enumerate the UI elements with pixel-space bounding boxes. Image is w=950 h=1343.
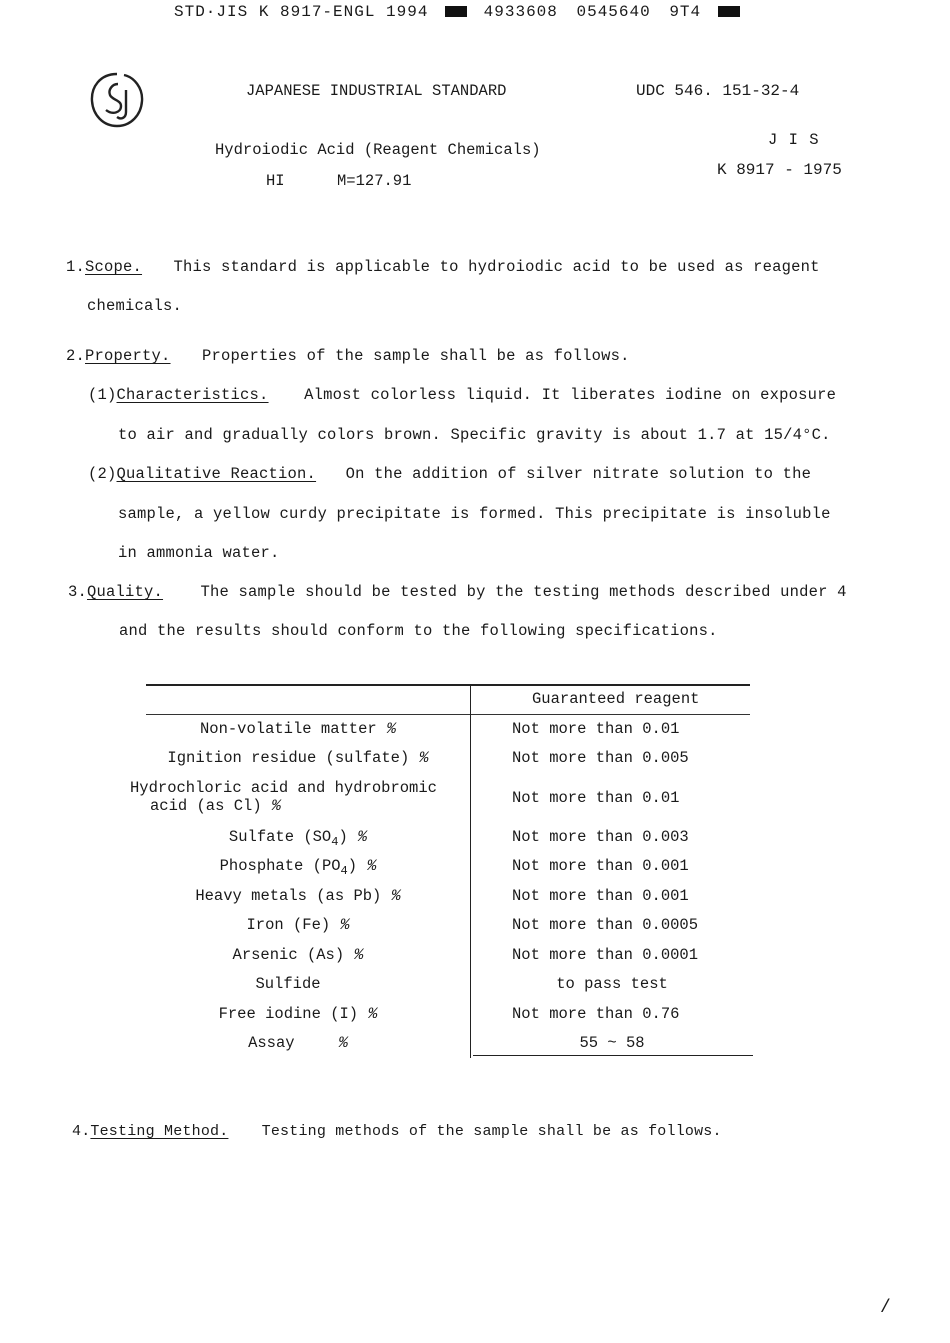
header-code-1: 4933608 [483, 3, 558, 21]
section-heading: Scope. [85, 258, 143, 276]
row-value: Not more than 0.005 [512, 749, 689, 767]
row-value: Not more than 0.0001 [512, 946, 699, 964]
jis-logo-icon [88, 70, 146, 130]
jis-number: K 8917 - 1975 [717, 161, 842, 179]
section-text: Testing methods of the sample shall be as follows. [261, 1123, 722, 1140]
section-quality [68, 583, 847, 601]
row-value: Not more than 0.76 [512, 1005, 680, 1023]
table-top-rule [146, 684, 750, 686]
row-value: Not more than 0.001 [512, 857, 689, 875]
row-item: Arsenic (As) % [232, 946, 364, 964]
table-column-divider [470, 686, 471, 1058]
header-code-2: 0545640 [576, 3, 651, 21]
subsection-text: Almost colorless liquid. It liberates iodine on exposure [304, 386, 837, 404]
row-value: to pass test [556, 975, 668, 993]
row-value: Not more than 0.003 [512, 828, 689, 846]
subsection-text: On the addition of silver nitrate solution to the [345, 465, 812, 483]
table-header-rule [146, 714, 750, 715]
subsection-number: (1) [88, 386, 117, 404]
row-item: Iron (Fe) % [246, 916, 350, 934]
chemical-formula: HI [266, 172, 285, 190]
row-item: Free iodine (I) % [218, 1005, 378, 1023]
section-testing-method [72, 1123, 722, 1140]
subsection-number: (2) [88, 465, 117, 483]
organization-title: JAPANESE INDUSTRIAL STANDARD [246, 82, 507, 100]
subsection-qualitative-line3: in ammonia water. [118, 544, 280, 562]
section-number: 1. [66, 258, 86, 276]
row-value: Not more than 0.01 [512, 789, 680, 807]
section-text: Properties of the sample shall be as follows. [202, 347, 630, 365]
molecular-mass: M=127.91 [337, 172, 412, 190]
section-quality-line2: and the results should conform to the following specifications. [119, 622, 718, 640]
black-bar-icon [718, 6, 740, 17]
row-value: Not more than 0.0005 [512, 916, 699, 934]
row-value: Not more than 0.001 [512, 887, 689, 905]
section-scope-line2: chemicals. [87, 297, 183, 315]
row-item: Ignition residue (sulfate) % [167, 749, 429, 767]
section-heading: Quality. [87, 583, 164, 601]
row-item: Phosphate $(PO_4)$ % [219, 857, 377, 879]
subsection-qualitative-line2: sample, a yellow curdy precipitate is formed. This precipitate is insoluble [118, 505, 831, 523]
row-item: Non-volatile matter % [199, 720, 397, 738]
subsection-characteristics [88, 386, 836, 404]
section-heading: Testing Method. [90, 1123, 229, 1140]
subsection-characteristics-line2: to air and gradually colors brown. Specific gravity is about 1.7 at 15/4°C. [118, 426, 831, 444]
header-standard-id: STD·JIS K 8917-ENGL 1994 [174, 3, 429, 21]
subsection-heading: Characteristics. [116, 386, 269, 404]
section-heading: Property. [85, 347, 171, 365]
column-header-guaranteed-reagent: Guaranteed reagent [532, 690, 700, 708]
row-value: Not more than 0.01 [512, 720, 680, 738]
section-number: 2. [66, 347, 86, 365]
udc-code: UDC 546. 151-32-4 [636, 82, 800, 100]
header-code-3: 9T4 [669, 3, 702, 21]
row-item: Assay % [248, 1034, 348, 1052]
jis-label: J I S [768, 131, 820, 149]
section-number: 3. [68, 583, 88, 601]
header-strip [174, 3, 746, 21]
section-text: This standard is applicable to hydroiodic acid to be used as reagent [173, 258, 820, 276]
black-bar-icon [445, 6, 467, 17]
section-text: The sample should be tested by the testing methods described under 4 [200, 583, 847, 601]
document-title: Hydroiodic Acid (Reagent Chemicals) [215, 141, 541, 159]
row-item: Hydrochloric acid and hydrobromic acid (as Cl) % [130, 779, 437, 815]
table-bottom-rule [473, 1055, 753, 1056]
subsection-heading: Qualitative Reaction. [116, 465, 317, 483]
section-property [66, 347, 630, 365]
row-item: Heavy metals (as Pb) % [195, 887, 401, 905]
row-item: Sulfate $(SO_4)$ % [228, 828, 368, 850]
section-scope [66, 258, 820, 276]
subsection-qualitative [88, 465, 811, 483]
row-value: 55 ~ 58 [579, 1034, 645, 1052]
section-number: 4. [72, 1123, 91, 1140]
page-footer-mark: / [880, 1298, 891, 1318]
row-item: Sulfide [255, 975, 321, 993]
